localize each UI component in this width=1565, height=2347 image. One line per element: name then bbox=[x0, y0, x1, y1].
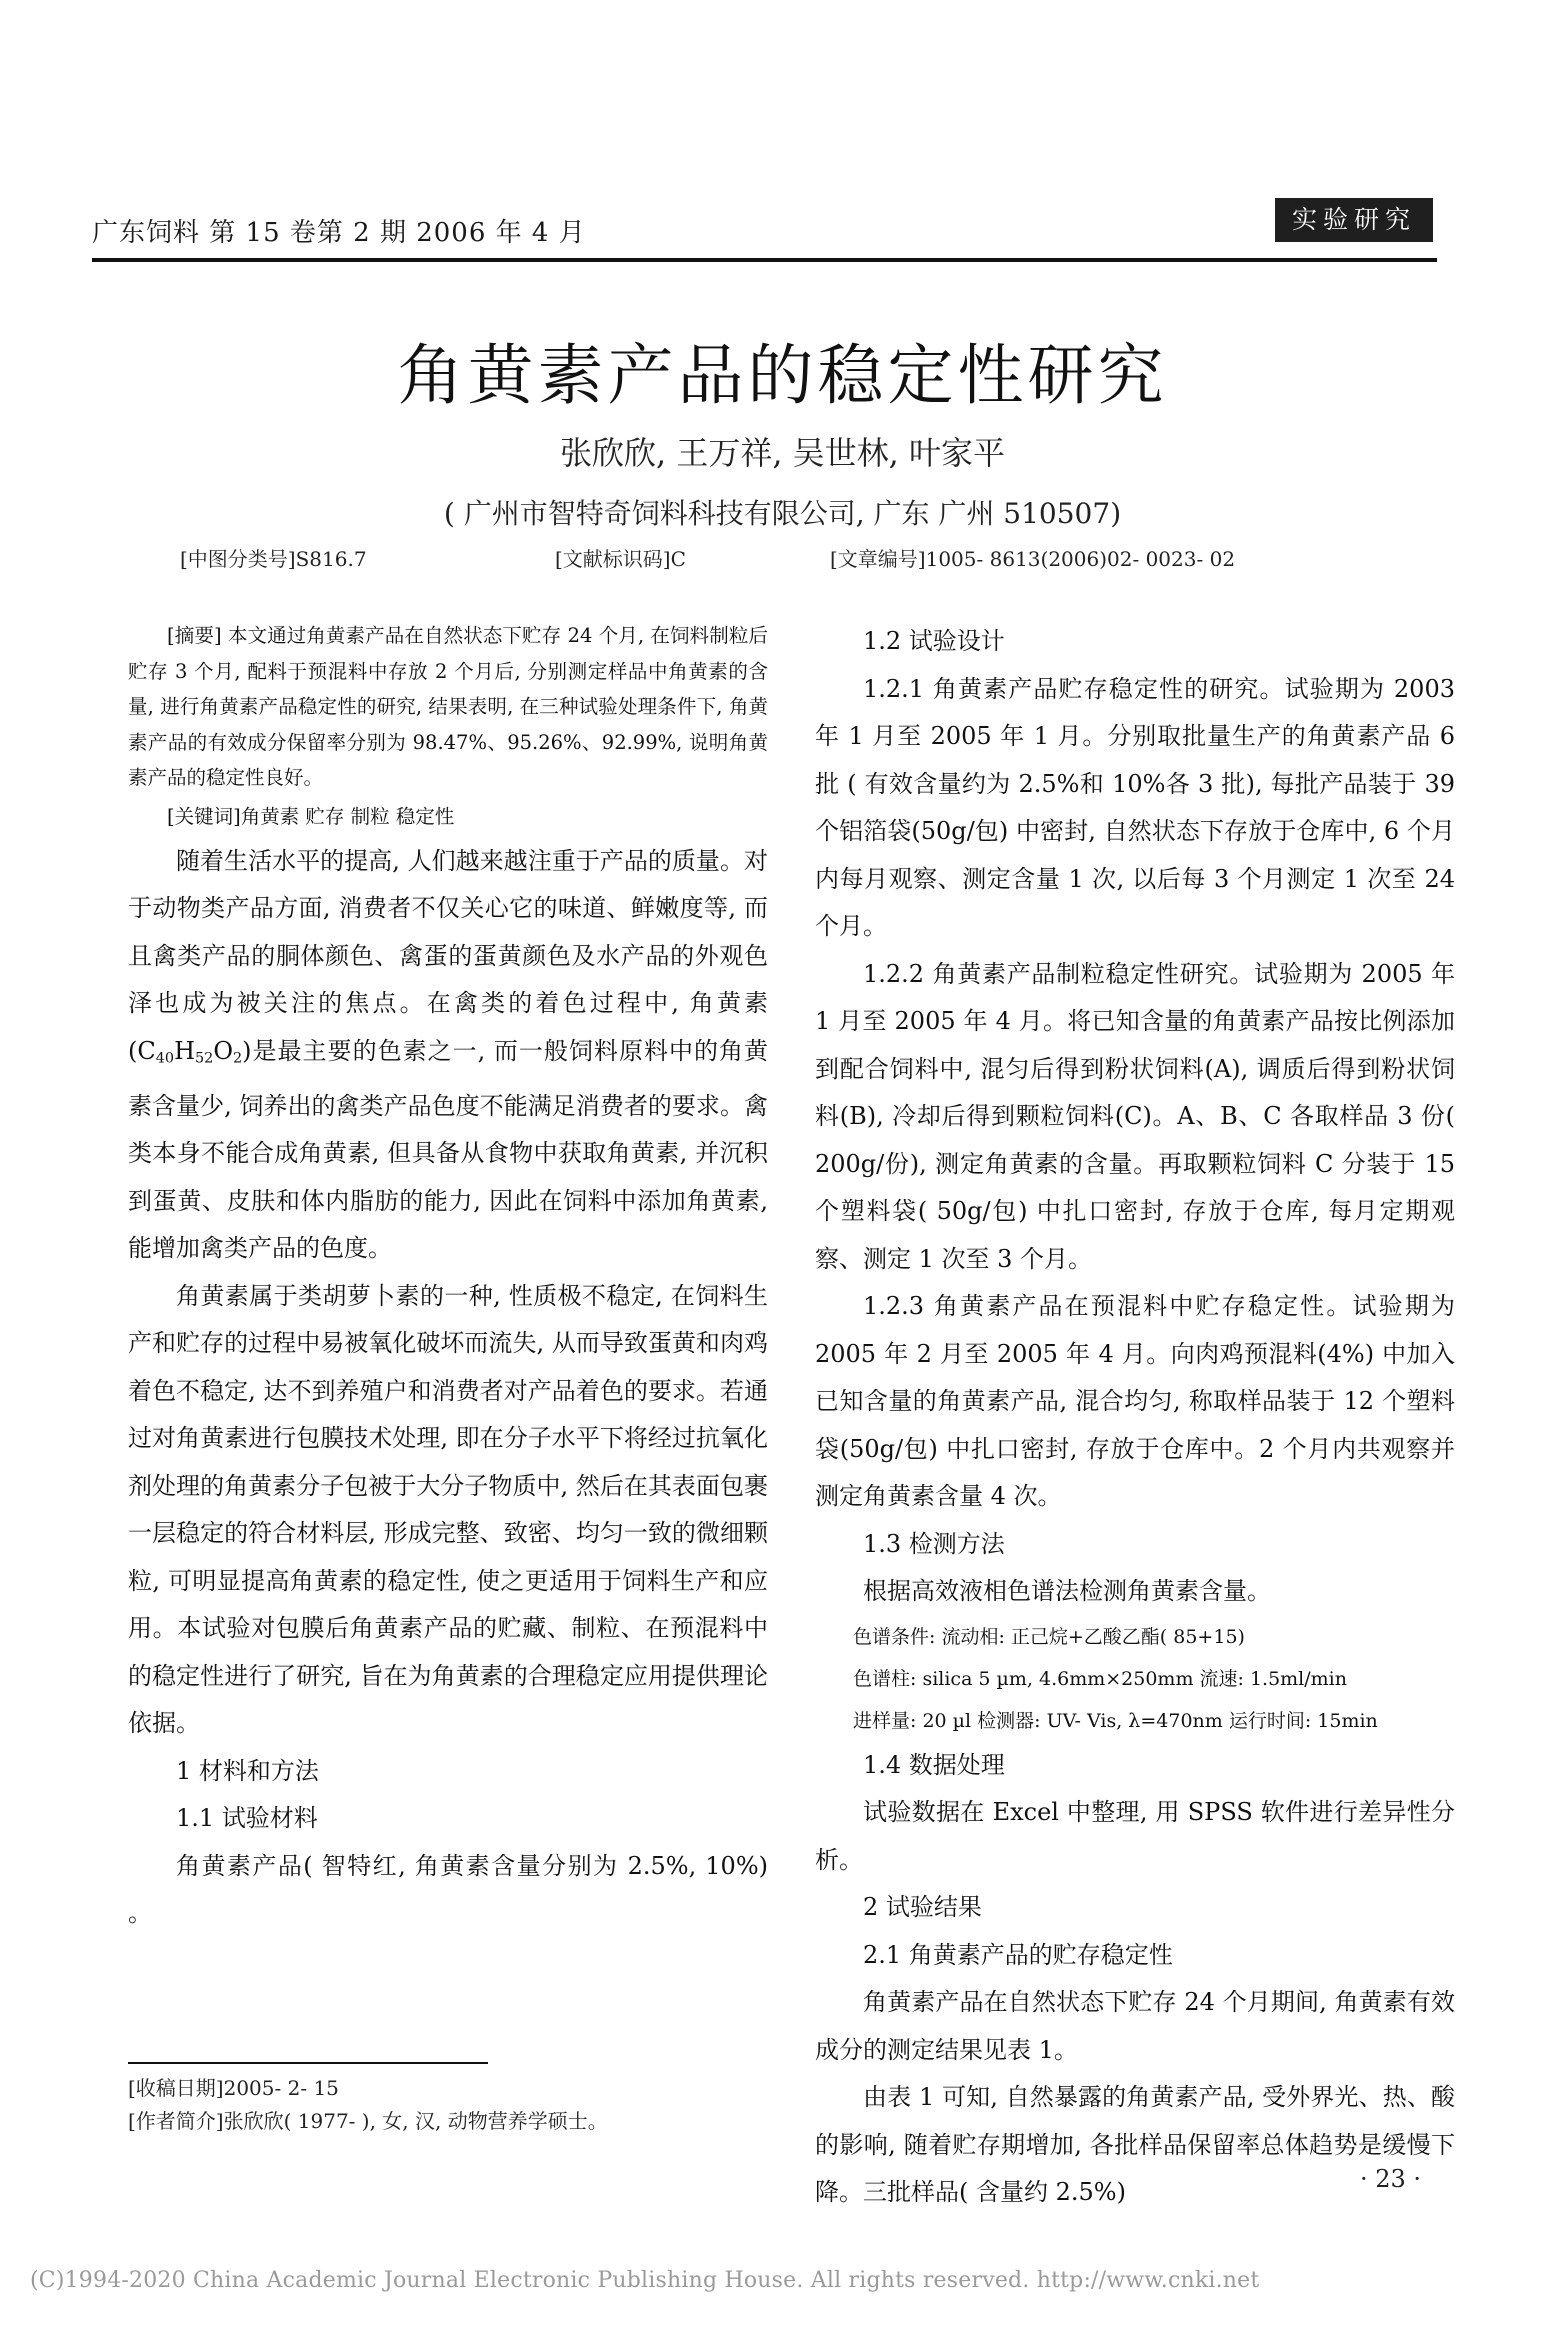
intro-paragraph-2: 角黄素属于类胡萝卜素的一种, 性质极不稳定, 在饲料生产和贮存的过程中易被氧化破坏而流失, 从而导致蛋黄和肉鸡着色不稳定, 达不到养殖户和消费者对产品着色的要求。若通过对角黄素进行包膜技术处理, 即在分子水平下将经过抗氧化剂处理的角黄素分子包被于大分子物质中, 然后在其表面包裹一层稳定的符合材料层, 形成完整、致密、均匀一致的微细颗粒, 可明显提高角黄素的稳定性, 使之更适用于饲料生产和应用。本试验对包膜后角黄素产品的贮藏、制粒、在预混料中的稳定性进行了研究, 旨在为角黄素的合理稳定应用提供理论依据。 bbox=[128, 1281, 768, 1738]
copyright-notice: (C)1994-2020 China Academic Journal Electronic Publishing House. All rights reserved. http://www.cnki.net bbox=[30, 2268, 1260, 2293]
data-processing-paragraph: 试验数据在 Excel 中整理, 用 SPSS 软件进行差异性分析。 bbox=[815, 1798, 1455, 1874]
formula-c: C bbox=[137, 1036, 156, 1065]
results-paragraph-1: 角黄素产品在自然状态下贮存 24 个月期间, 角黄素有效成分的测定结果见表 1。 bbox=[815, 1988, 1455, 2064]
section-heading-1: 1 材料和方法 bbox=[176, 1756, 319, 1785]
article-title: 角黄素产品的稳定性研究 bbox=[397, 337, 1168, 414]
article-authors: 张欣欣, 王万祥, 吴世林, 叶家平 bbox=[559, 434, 1006, 472]
formula-c-sub: 40 bbox=[155, 1050, 175, 1067]
received-date: [收稿日期]2005- 2- 15 bbox=[128, 2076, 339, 2100]
running-head: 广东饲料 第 15 卷第 2 期 2006 年 4 月 bbox=[92, 218, 586, 248]
intro-paragraph-1 bbox=[128, 838, 768, 1273]
footnotes bbox=[128, 2072, 608, 2138]
formula-o-sub: 2 bbox=[233, 1050, 243, 1067]
left-column bbox=[128, 618, 768, 1938]
abstract: [摘要] 本文通过角黄素产品在自然状态下贮存 24 个月, 在饲料制粒后贮存 3 个月, 配料于预混料中存放 2 个月后, 分别测定样品中角黄素的含量, 进行角黄素产品稳定性的研究, 结果表明, 在三种试验处理条件下, 角黄素产品的有效成分保留率分别为 98.47%、95.26%、92.99%, 说明角黄素产品的稳定性良好。 bbox=[128, 624, 768, 789]
intro-text-before-formula: 随着生活水平的提高, 人们越来越注重于产品的质量。对于动物类产品方面, 消费者不仅关心它的味道、鲜嫩度等, 而且禽类产品的胴体颜色、禽蛋的蛋黄颜色及水产品的外观色泽也成为被关注的焦点。在禽类的着色过程中, 角黄素( bbox=[128, 846, 768, 1065]
article-number: [文章编号]1005- 8613(2006)02- 0023- 02 bbox=[830, 547, 1236, 571]
materials-paragraph: 角黄素产品( 智特红, 角黄素含量分别为 2.5%, 10%) 。 bbox=[128, 1851, 768, 1928]
chromatography-injection: 进样量: 20 µl 检测器: UV- Vis, λ=470nm 运行时间: 15min bbox=[853, 1709, 1378, 1732]
chromatography-conditions: 色谱条件: 流动相: 正己烷+乙酸乙酯( 85+15) bbox=[853, 1625, 1245, 1648]
chemical-formula bbox=[137, 1037, 242, 1065]
header-rule bbox=[92, 258, 1437, 262]
results-paragraph-2: 由表 1 可知, 自然暴露的角黄素产品, 受外界光、热、酸的影响, 随着贮存期增加, 各批样品保留率总体趋势是缓慢下降。三批样品( 含量约 2.5%) bbox=[815, 2083, 1455, 2206]
section-heading-1-3: 1.3 检测方法 bbox=[863, 1529, 1005, 1558]
footnote-rule bbox=[128, 2062, 488, 2064]
formula-h: H bbox=[174, 1036, 195, 1065]
section-tag: 实验研究 bbox=[1275, 198, 1433, 242]
right-column bbox=[815, 618, 1455, 2217]
paragraph-1-2-2: 1.2.2 角黄素产品制粒稳定性研究。试验期为 2005 年 1 月至 2005 年 4 月。将已知含量的角黄素产品按比例添加到配合饲料中, 混匀后得到粉状饲料(A), 调质后得到粉状饲料(B), 冷却后得到颗粒饲料(C)。A、B、C 各取样品 3 份( 200g/份), 测定角黄素的含量。再取颗粒饲料 C 分装于 15 个塑料袋( 50g/包) 中扎口密封, 存放于仓库, 每月定期观察、测定 1 次至 3 个月。 bbox=[815, 959, 1455, 1273]
keywords: [关键词]角黄素 贮存 制粒 稳定性 bbox=[167, 804, 455, 828]
section-heading-1-2: 1.2 试验设计 bbox=[863, 627, 1005, 655]
page-number: · 23 · bbox=[1360, 2165, 1422, 2193]
paragraph-1-2-1: 1.2.1 角黄素产品贮存稳定性的研究。试验期为 2003 年 1 月至 2005 年 1 月。分别取批量生产的角黄素产品 6 批 ( 有效含量约为 2.5%和 10%各 3 批), 每批产品装于 39 个铝箔袋(50g/包) 中密封, 自然状态下存放于仓库中, 6 个月内每月观察、测定含量 1 次, 以后每 3 个月测定 1 次至 24 个月。 bbox=[815, 674, 1455, 940]
formula-h-sub: 52 bbox=[195, 1050, 214, 1067]
formula-o: O bbox=[213, 1036, 233, 1065]
chromatography-column: 色谱柱: silica 5 µm, 4.6mm×250mm 流速: 1.5ml/min bbox=[853, 1667, 1347, 1690]
intro-text-after-formula: )是最主要的色素之一, 而一般饲料原料中的角黄素含量少, 饲养出的禽类产品色度不能满足消费者的要求。禽类本身不能合成角黄素, 但具备从食物中获取角黄素, 并沉积到蛋黄、皮肤和体内脂肪的能力, 因此在饲料中添加角黄素, 能增加禽类产品的色度。 bbox=[128, 1036, 768, 1263]
section-heading-2-1: 2.1 角黄素产品的贮存稳定性 bbox=[863, 1940, 1173, 1969]
paragraph-1-2-3: 1.2.3 角黄素产品在预混料中贮存稳定性。试验期为 2005 年 2 月至 2005 年 4 月。向肉鸡预混料(4%) 中加入已知含量的角黄素产品, 混合均匀, 称取样品装于 12 个塑料袋(50g/包) 中扎口密封, 存放于仓库中。2 个月内共观察并测定角黄素含量 4 次。 bbox=[815, 1292, 1455, 1510]
section-heading-2: 2 试验结果 bbox=[863, 1893, 982, 1921]
clc-number: [中图分类号]S816.7 bbox=[180, 547, 367, 571]
section-heading-1-1: 1.1 试验材料 bbox=[176, 1804, 318, 1833]
article-affiliation: ( 广州市智特奇饲料科技有限公司, 广东 广州 510507) bbox=[443, 497, 1122, 530]
method-paragraph: 根据高效液相色谱法检测角黄素含量。 bbox=[863, 1577, 1271, 1605]
document-code: [文献标识码]C bbox=[555, 547, 686, 571]
author-bio: [作者简介]张欣欣( 1977- ), 女, 汉, 动物营养学硕士。 bbox=[128, 2109, 608, 2133]
section-heading-1-4: 1.4 数据处理 bbox=[863, 1750, 1005, 1779]
